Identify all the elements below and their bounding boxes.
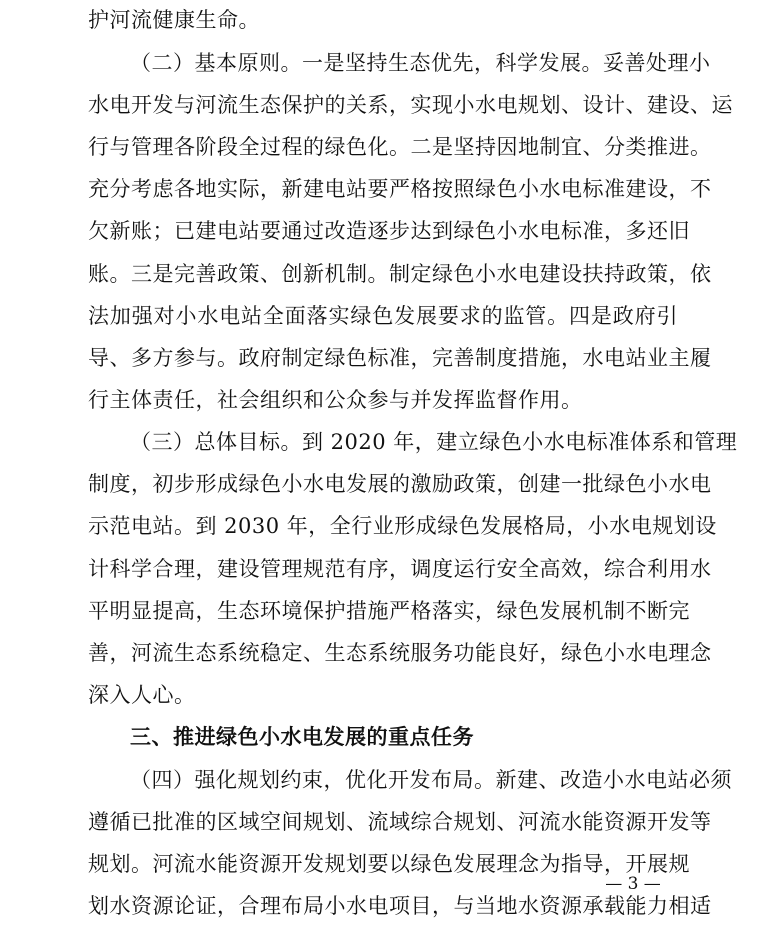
section-heading: 三、推进绿色小水电发展的重点任务 bbox=[130, 725, 474, 749]
text-line-13: 示范电站。到 2030 年，全行业形成绿色发展格局，小水电规划设 bbox=[88, 514, 717, 538]
text-line-6: 欠新账；已建电站要通过改造逐步达到绿色小水电标准，多还旧 bbox=[88, 219, 690, 243]
text-line-8: 法加强对小水电站全面落实绿色发展要求的监管。四是政府引 bbox=[88, 304, 678, 328]
page-number: — 3 — bbox=[605, 874, 661, 894]
text-line-3: 水电开发与河流生态保护的关系，实现小水电规划、设计、建设、运 bbox=[88, 93, 733, 117]
text-line-5: 充分考虑各地实际，新建电站要严格按照绿色小水电标准建设，不 bbox=[88, 177, 712, 201]
text-line-11: （三）总体目标。到 2020 年，建立绿色小水电标准体系和管理 bbox=[130, 430, 738, 454]
text-line-21: 规划。河流水能资源开发规划要以绿色发展理念为指导，开展规 bbox=[88, 852, 690, 876]
text-line-1: 护河流健康生命。 bbox=[88, 8, 260, 32]
text-line-2: （二）基本原则。一是坚持生态优先，科学发展。妥善处理小 bbox=[130, 51, 711, 75]
text-line-19: （四）强化规划约束，优化开发布局。新建、改造小水电站必须 bbox=[130, 768, 732, 792]
text-line-15: 平明显提高，生态环境保护措施严格落实，绿色发展机制不断完 bbox=[88, 599, 690, 623]
text-line-17: 深入人心。 bbox=[88, 683, 196, 707]
text-line-22: 划水资源论证，合理布局小水电项目，与当地水资源承载能力相适 bbox=[88, 894, 712, 918]
text-line-16: 善，河流生态系统稳定、生态系统服务功能良好，绿色小水电理念 bbox=[88, 641, 712, 665]
text-line-12: 制度，初步形成绿色小水电发展的激励政策，创建一批绿色小水电 bbox=[88, 472, 712, 496]
text-line-14: 计科学合理，建设管理规范有序，调度运行安全高效，综合利用水 bbox=[88, 557, 712, 581]
text-line-9: 导、多方参与。政府制定绿色标准，完善制度措施，水电站业主履 bbox=[88, 346, 712, 370]
text-line-4: 行与管理各阶段全过程的绿色化。二是坚持因地制宜、分类推进。 bbox=[88, 135, 712, 159]
text-line-20: 遵循已批准的区域空间规划、流域综合规划、河流水能资源开发等 bbox=[88, 810, 712, 834]
text-line-10: 行主体责任，社会组织和公众参与并发挥监督作用。 bbox=[88, 388, 583, 412]
text-line-7: 账。三是完善政策、创新机制。制定绿色小水电建设扶持政策，依 bbox=[88, 262, 712, 286]
